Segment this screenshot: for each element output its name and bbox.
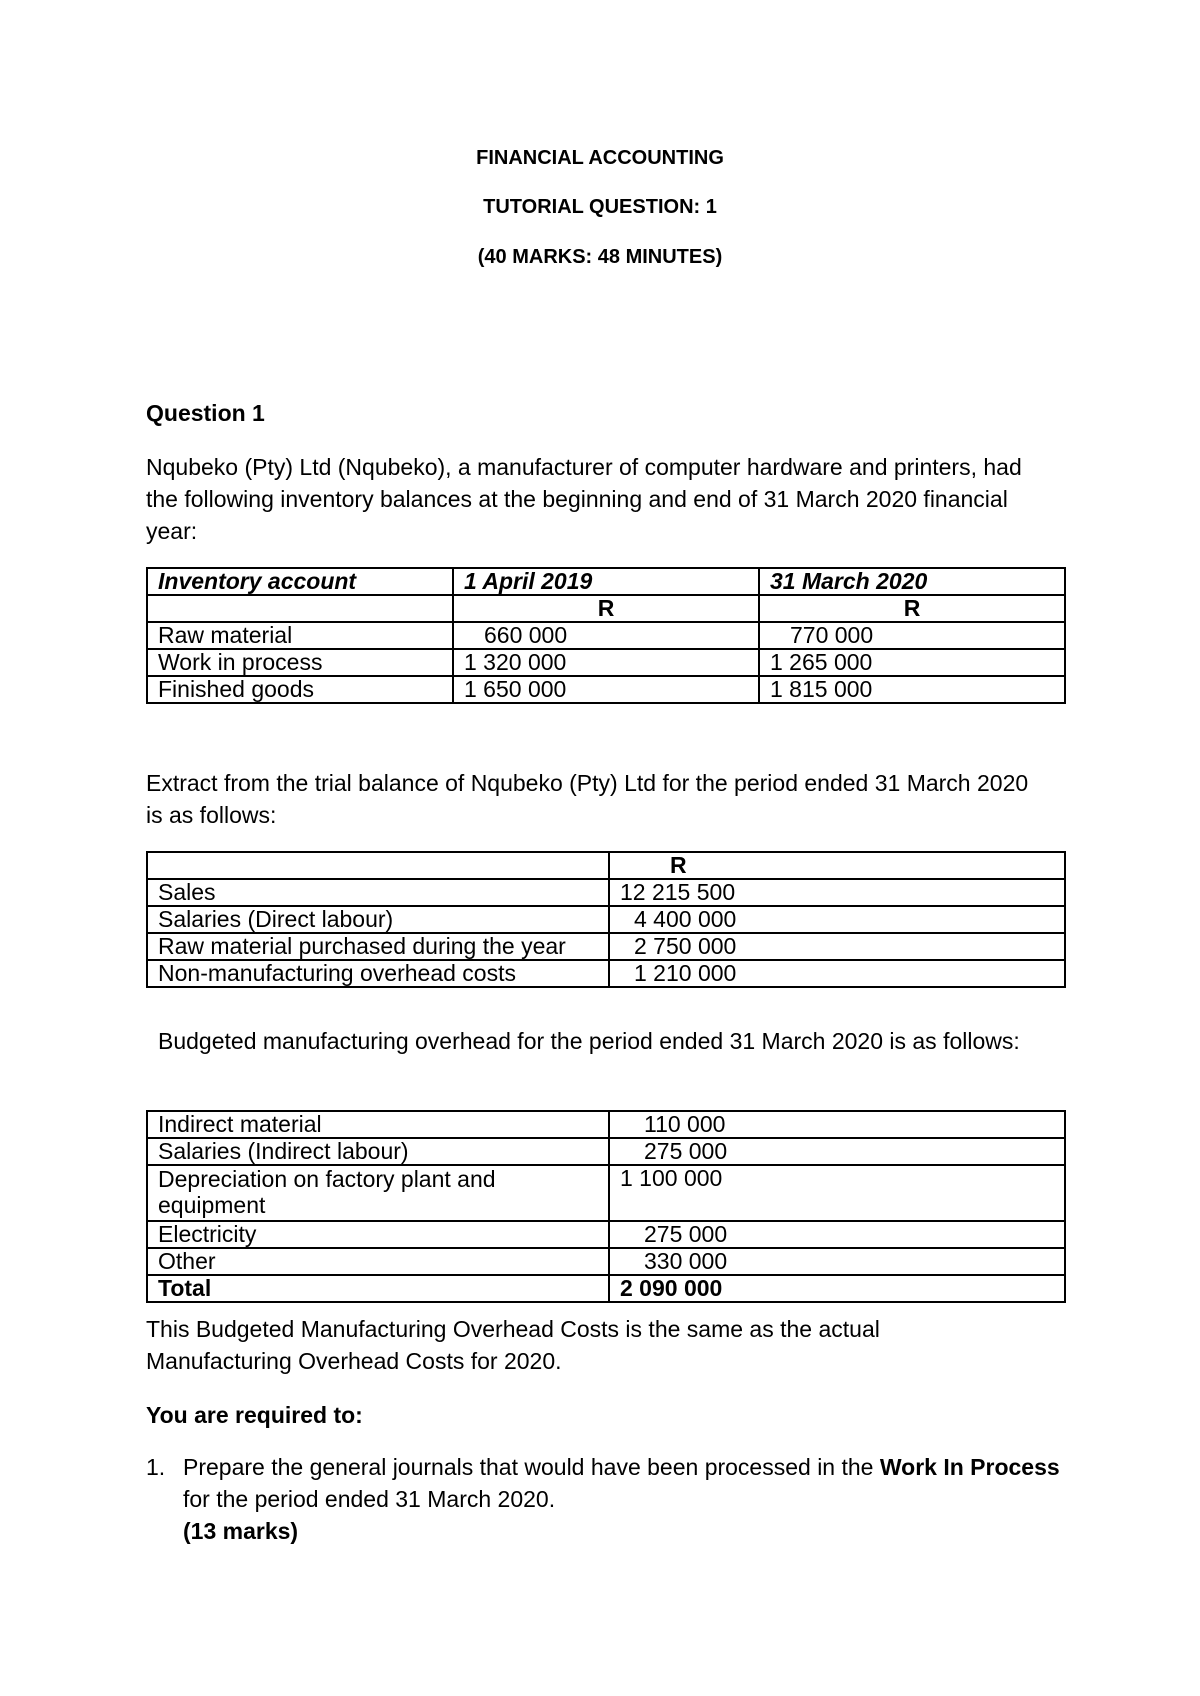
table-cell: Sales bbox=[147, 879, 609, 906]
overhead-note: This Budgeted Manufacturing Overhead Costs is the same as the actual Manufacturing Overhead Costs for 2020. bbox=[146, 1316, 880, 1374]
table-cell: 770 000 bbox=[759, 622, 1065, 649]
trial-balance-table bbox=[146, 851, 1066, 988]
table-header-cell: 1 April 2019 bbox=[453, 568, 759, 595]
table-header-cell: 31 March 2020 bbox=[759, 568, 1065, 595]
list-item-number: 1. bbox=[146, 1454, 166, 1480]
table-cell: 1 100 000 bbox=[609, 1165, 1065, 1221]
trial-balance-intro: Extract from the trial balance of Nqubeko (Pty) Ltd for the period ended 31 March 2020 is as follows: bbox=[146, 770, 1029, 828]
table-unit-cell: R bbox=[453, 595, 759, 622]
table-cell: 1 650 000 bbox=[453, 676, 759, 703]
table-cell: Other bbox=[147, 1248, 609, 1275]
document-subtitle: TUTORIAL QUESTION: 1 bbox=[483, 196, 717, 218]
table-unit-cell: R bbox=[759, 595, 1065, 622]
table-cell: 4 400 000 bbox=[609, 906, 1065, 933]
table-row bbox=[147, 1165, 1065, 1221]
table-header-row bbox=[147, 568, 1065, 595]
table-unit-cell bbox=[147, 595, 453, 622]
table-cell: 330 000 bbox=[609, 1248, 1065, 1275]
table-row bbox=[147, 1111, 1065, 1138]
table-cell: Salaries (Indirect labour) bbox=[147, 1138, 609, 1165]
list-item-text: for the period ended 31 March 2020. bbox=[183, 1486, 556, 1512]
list-item-text: Prepare the general journals that would have been processed in the bbox=[183, 1454, 880, 1480]
table-cell: Electricity bbox=[147, 1221, 609, 1248]
table-unit-cell: R bbox=[609, 852, 1065, 879]
table-row bbox=[147, 906, 1065, 933]
table-cell: 1 210 000 bbox=[609, 960, 1065, 987]
table-cell: Indirect material bbox=[147, 1111, 609, 1138]
table-unit-row bbox=[147, 595, 1065, 622]
table-total-row bbox=[147, 1275, 1065, 1302]
inventory-table bbox=[146, 567, 1066, 704]
list-item-emphasis: Work In Process bbox=[879, 1454, 1060, 1480]
document-marks: (40 MARKS: 48 MINUTES) bbox=[477, 246, 723, 268]
total-value: 2 090 000 bbox=[609, 1275, 1065, 1302]
table-cell: Non-manufacturing overhead costs bbox=[147, 960, 609, 987]
table-cell: 275 000 bbox=[609, 1138, 1065, 1165]
table-row bbox=[147, 1138, 1065, 1165]
table-row bbox=[147, 1221, 1065, 1248]
table-cell: 1 815 000 bbox=[759, 676, 1065, 703]
table-row bbox=[147, 649, 1065, 676]
question-heading: Question 1 bbox=[146, 400, 265, 426]
budgeted-overhead-intro: Budgeted manufacturing overhead for the period ended 31 March 2020 is as follows: bbox=[158, 1028, 1020, 1054]
table-row bbox=[147, 1248, 1065, 1275]
table-header-cell bbox=[147, 852, 609, 879]
table-row bbox=[147, 960, 1065, 987]
list-item bbox=[183, 1451, 1063, 1547]
table-header-row bbox=[147, 852, 1065, 879]
table-cell: 275 000 bbox=[609, 1221, 1065, 1248]
question-intro: Nqubeko (Pty) Ltd (Nqubeko), a manufacturer of computer hardware and printers, had the following inventory balances at the beginning and end of 31 March 2020 financial year: bbox=[146, 454, 1022, 544]
table-cell: Raw material purchased during the year bbox=[147, 933, 609, 960]
table-cell: Depreciation on factory plant and equipment bbox=[147, 1165, 609, 1221]
table-cell: 1 320 000 bbox=[453, 649, 759, 676]
list-item-marks: (13 marks) bbox=[183, 1518, 299, 1544]
table-cell: 12 215 500 bbox=[609, 879, 1065, 906]
table-cell: Work in process bbox=[147, 649, 453, 676]
total-label: Total bbox=[147, 1275, 609, 1302]
table-row bbox=[147, 622, 1065, 649]
table-cell: Raw material bbox=[147, 622, 453, 649]
table-cell: 1 265 000 bbox=[759, 649, 1065, 676]
table-cell: 110 000 bbox=[609, 1111, 1065, 1138]
table-cell: Finished goods bbox=[147, 676, 453, 703]
table-cell: 2 750 000 bbox=[609, 933, 1065, 960]
table-row bbox=[147, 933, 1065, 960]
table-cell: 660 000 bbox=[453, 622, 759, 649]
requirements-heading: You are required to: bbox=[146, 1402, 363, 1428]
document-title: FINANCIAL ACCOUNTING bbox=[476, 147, 724, 169]
budgeted-overhead-table bbox=[146, 1110, 1066, 1303]
table-row bbox=[147, 879, 1065, 906]
table-cell: Salaries (Direct labour) bbox=[147, 906, 609, 933]
table-header-cell: Inventory account bbox=[147, 568, 453, 595]
table-row bbox=[147, 676, 1065, 703]
